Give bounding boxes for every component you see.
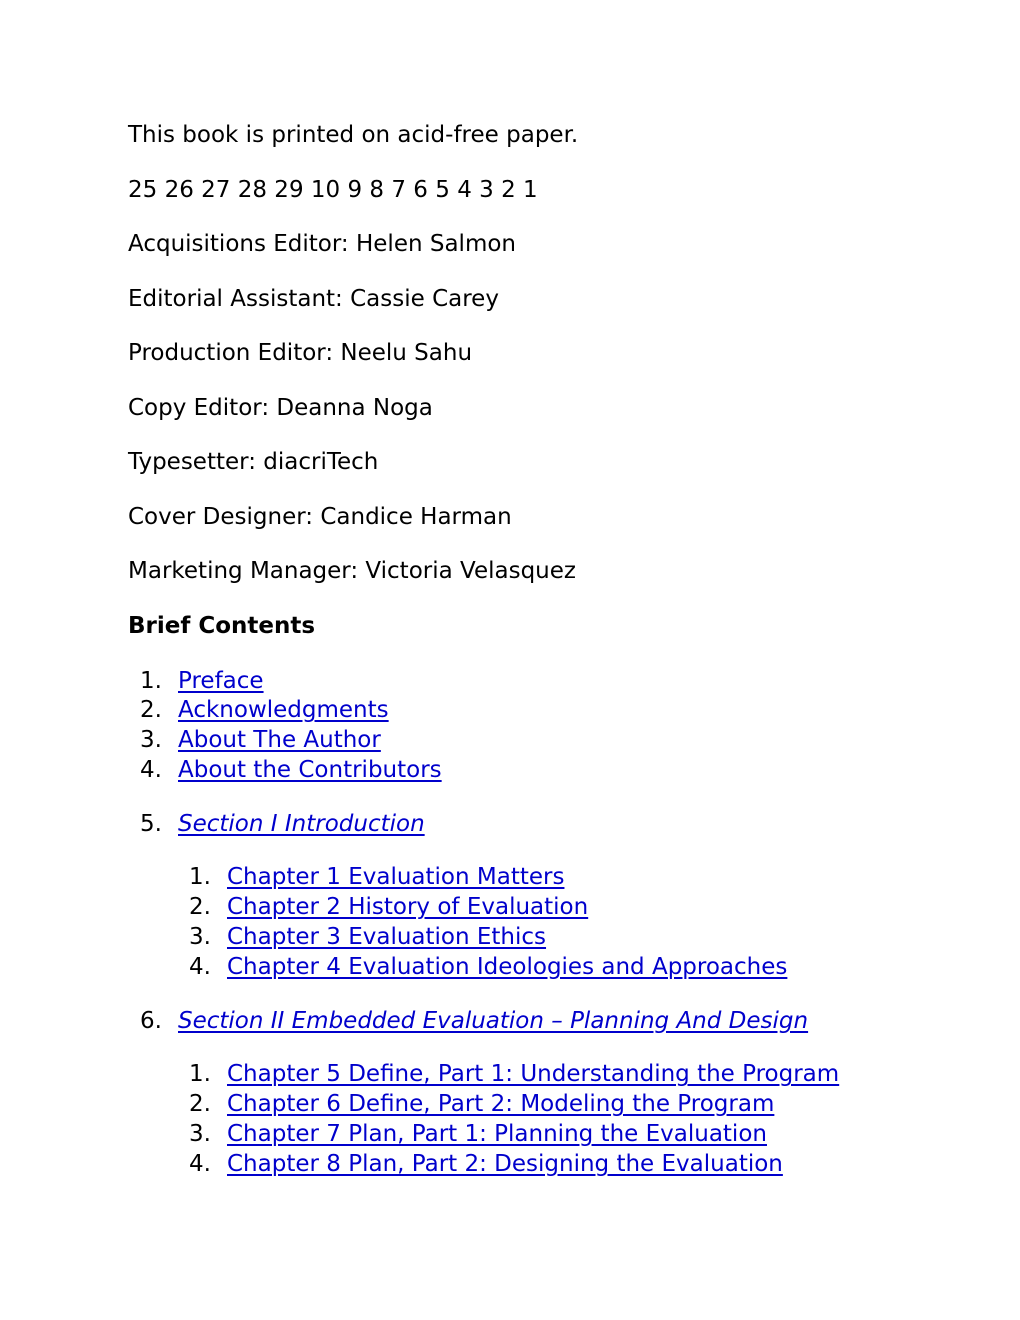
toc-chapter-7 bbox=[178, 1120, 988, 1150]
toc-section-2 bbox=[128, 1007, 988, 1180]
toc-chapter-number: 1. bbox=[189, 864, 211, 891]
toc-chapter-number: 3. bbox=[189, 924, 211, 951]
toc-item-number: 4. bbox=[140, 756, 162, 783]
toc-chapter-2 bbox=[178, 893, 988, 923]
toc-chapter-number: 2. bbox=[189, 894, 211, 921]
paper-note: This book is printed on acid-free paper. bbox=[128, 122, 579, 148]
link-chapter-6[interactable]: Chapter 6 Define, Part 2: Modeling the Program bbox=[227, 1091, 775, 1118]
production-editor: Production Editor: Neelu Sahu bbox=[128, 340, 473, 366]
toc-chapter-number: 2. bbox=[189, 1091, 211, 1118]
toc-chapter-number: 4. bbox=[189, 953, 211, 980]
toc-chapter-number: 1. bbox=[189, 1061, 211, 1088]
link-about-the-author[interactable]: About The Author bbox=[178, 727, 381, 754]
copy-editor: Copy Editor: Deanna Noga bbox=[128, 394, 433, 421]
toc-section-number: 5. bbox=[140, 810, 162, 837]
print-line: 25 26 27 28 29 10 9 8 7 6 5 4 3 2 1 bbox=[128, 176, 538, 203]
toc-chapter-1 bbox=[178, 863, 988, 893]
marketing-manager: Marketing Manager: Victoria Velasquez bbox=[128, 558, 576, 584]
toc-chapter-4 bbox=[178, 953, 988, 983]
toc-section-number: 6. bbox=[140, 1007, 162, 1034]
toc-section-1 bbox=[128, 810, 988, 983]
toc-item-number: 3. bbox=[140, 727, 162, 754]
acquisitions-editor: Acquisitions Editor: Helen Salmon bbox=[128, 231, 517, 257]
toc-item-about-the-author bbox=[128, 726, 988, 756]
link-acknowledgments[interactable]: Acknowledgments bbox=[178, 697, 389, 724]
toc-chapter-3 bbox=[178, 923, 988, 953]
link-about-the-contributors[interactable]: About the Contributors bbox=[178, 756, 442, 783]
table-of-contents bbox=[128, 667, 988, 1180]
link-chapter-4[interactable]: Chapter 4 Evaluation Ideologies and Approaches bbox=[227, 953, 788, 980]
toc-chapter-5 bbox=[178, 1060, 988, 1090]
link-section-2[interactable]: Section II Embedded Evaluation – Planning And Design bbox=[178, 1007, 809, 1034]
toc-item-number: 1. bbox=[140, 667, 162, 694]
toc-chapter-8 bbox=[178, 1150, 988, 1180]
toc-item-preface bbox=[128, 667, 988, 697]
link-chapter-5[interactable]: Chapter 5 Define, Part 1: Understanding the Program bbox=[227, 1061, 840, 1088]
typesetter: Typesetter: diacriTech bbox=[128, 449, 379, 475]
toc-item-number: 2. bbox=[140, 697, 162, 724]
link-chapter-2[interactable]: Chapter 2 History of Evaluation bbox=[227, 894, 589, 921]
section-2-chapters bbox=[178, 1060, 988, 1179]
brief-contents-heading: Brief Contents bbox=[128, 612, 316, 639]
toc-item-acknowledgments bbox=[128, 696, 988, 726]
editorial-assistant: Editorial Assistant: Cassie Carey bbox=[128, 285, 499, 312]
toc-chapter-number: 3. bbox=[189, 1121, 211, 1148]
link-section-1[interactable]: Section I Introduction bbox=[178, 810, 425, 837]
cover-designer: Cover Designer: Candice Harman bbox=[128, 503, 512, 530]
section-1-chapters bbox=[178, 863, 988, 982]
link-chapter-1[interactable]: Chapter 1 Evaluation Matters bbox=[227, 864, 565, 891]
toc-chapter-6 bbox=[178, 1090, 988, 1120]
link-preface[interactable]: Preface bbox=[178, 667, 264, 694]
link-chapter-8[interactable]: Chapter 8 Plan, Part 2: Designing the Evaluation bbox=[227, 1150, 783, 1177]
toc-chapter-number: 4. bbox=[189, 1150, 211, 1177]
link-chapter-3[interactable]: Chapter 3 Evaluation Ethics bbox=[227, 924, 547, 951]
document-page bbox=[128, 118, 988, 1180]
link-chapter-7[interactable]: Chapter 7 Plan, Part 1: Planning the Evaluation bbox=[227, 1121, 767, 1148]
toc-item-about-the-contributors bbox=[128, 756, 988, 786]
